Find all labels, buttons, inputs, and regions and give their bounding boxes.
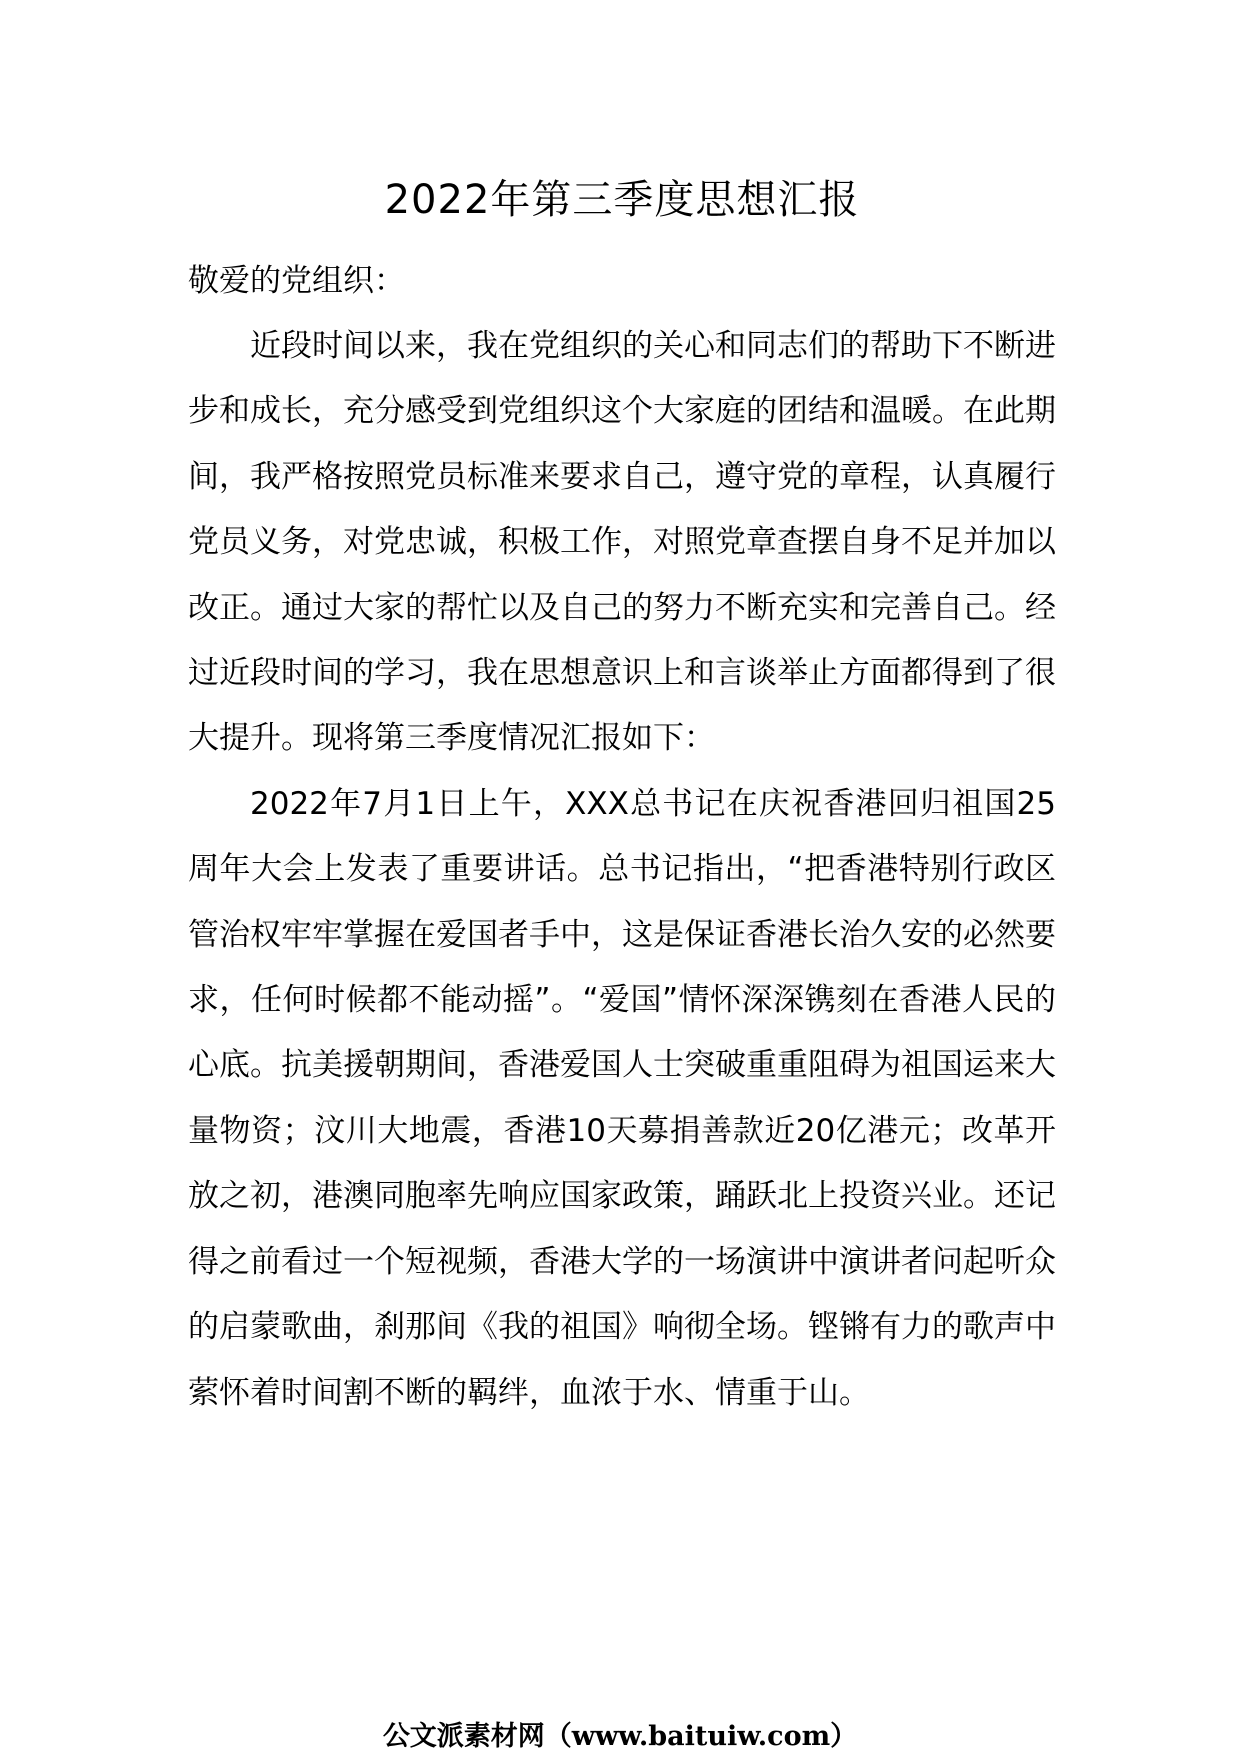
document-title: 2022年第三季度思想汇报 <box>384 177 860 223</box>
paragraph-intro: 近段时间以来，我在党组织的关心和同志们的帮助下不断进步和成长，充分感受到党组织这个大家庭的团结和温暖。在此期间，我严格按照党员标准来要求自己，遵守党的章程，认真履行党员义务，对党忠诚，积极工作，对照党章查摆自身不足并加以改正。通过大家的帮忙以及自己的努力不断充实和完善自己。经过近段时间的学习，我在思想意识上和言谈举止方面都得到了很大提升。现将第三季度情况汇报如下： <box>188 328 1056 757</box>
source-footer: 公文派素材网（www.baituiw.com） <box>382 1721 858 1752</box>
paragraph-hong-kong: 2022年7月1日上午，XXX总书记在庆祝香港回归祖国25周年大会上发表了重要讲话。总书记指出，“把香港特别行政区管治权牢牢掌握在爱国者手中，这是保证香港长治久安的必然要求，任何时候都不能动摇”。“爱国”情怀深深镌刻在香港人民的心底。抗美援朝期间，香港爱国人士突破重重阻碍为祖国运来大量物资；汶川大地震，香港10天募捐善款近20亿港元；改革开放之初，港澳同胞率先响应国家政策，踊跃北上投资兴业。还记得之前看过一个短视频，香港大学的一场演讲中演讲者问起听众的启蒙歌曲，刹那间《我的祖国》响彻全场。铿锵有力的歌声中萦怀着时间割不断的羁绊，血浓于水、情重于山。 <box>188 785 1056 1411</box>
salutation: 敬爱的党组织： <box>188 263 405 299</box>
document-page <box>188 165 1056 1426</box>
